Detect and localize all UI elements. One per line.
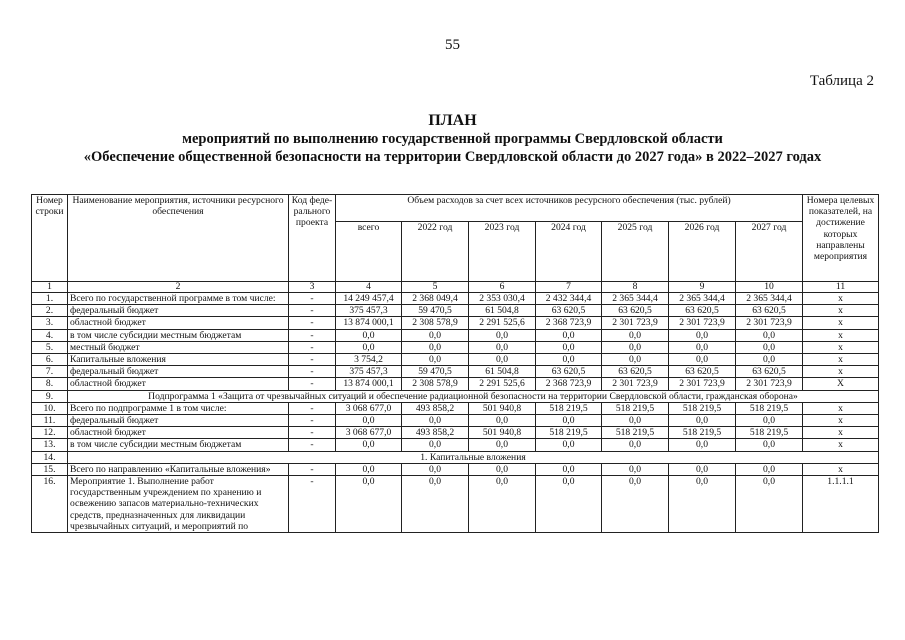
- amount-total: 0,0: [336, 341, 402, 353]
- table-row: [32, 476, 879, 533]
- amount-y2023: 0,0: [469, 415, 536, 427]
- amount-y2025: 2 301 723,9: [602, 378, 669, 390]
- row-number: 10.: [32, 402, 68, 414]
- amount-y2022: 59 470,5: [402, 305, 469, 317]
- amount-y2024: 0,0: [536, 354, 602, 366]
- amount-y2022: 493 858,2: [402, 402, 469, 414]
- amount-total: 0,0: [336, 415, 402, 427]
- amount-y2026: 518 219,5: [669, 402, 736, 414]
- amount-y2026: 0,0: [669, 439, 736, 451]
- amount-y2026: 518 219,5: [669, 427, 736, 439]
- row-number: 9.: [32, 390, 68, 402]
- amount-y2022: 2 368 049,4: [402, 293, 469, 305]
- row-name: Всего по подпрограмме 1 в том числе:: [68, 402, 289, 414]
- row-number: 15.: [32, 463, 68, 475]
- row-name: Всего по направлению «Капитальные вложения»: [68, 463, 289, 475]
- amount-y2023: 2 291 525,6: [469, 378, 536, 390]
- row-number: 13.: [32, 439, 68, 451]
- column-number: 3: [289, 282, 336, 293]
- amount-total: 3 068 677,0: [336, 427, 402, 439]
- row-name: местный бюджет: [68, 341, 289, 353]
- header-2024: 2024 год: [536, 222, 602, 282]
- table-row: [32, 463, 879, 475]
- federal-project-code: -: [289, 378, 336, 390]
- amount-y2024: 0,0: [536, 341, 602, 353]
- target-indicator: х: [803, 305, 879, 317]
- federal-project-code: -: [289, 415, 336, 427]
- federal-project-code: -: [289, 329, 336, 341]
- federal-project-code: -: [289, 476, 336, 533]
- amount-y2027: 518 219,5: [736, 427, 803, 439]
- row-number: 8.: [32, 378, 68, 390]
- row-number: 3.: [32, 317, 68, 329]
- amount-y2026: 0,0: [669, 354, 736, 366]
- amount-y2022: 2 308 578,9: [402, 378, 469, 390]
- amount-y2026: 2 301 723,9: [669, 378, 736, 390]
- amount-y2025: 0,0: [602, 341, 669, 353]
- table-row: [32, 305, 879, 317]
- column-number: 4: [336, 282, 402, 293]
- amount-y2024: 0,0: [536, 463, 602, 475]
- amount-y2026: 0,0: [669, 329, 736, 341]
- amount-total: 0,0: [336, 439, 402, 451]
- table-row: [32, 378, 879, 390]
- amount-y2024: 63 620,5: [536, 366, 602, 378]
- amount-y2023: 2 353 030,4: [469, 293, 536, 305]
- amount-y2027: 0,0: [736, 341, 803, 353]
- table-row: [32, 317, 879, 329]
- amount-y2027: 0,0: [736, 476, 803, 533]
- row-name: Мероприятие 1. Выполнение работ государственным учреждением по хранению и освежению запасов материально-технических средств, предназначенных для ликвидации чрезвычайных ситуаций, и мероприятий по: [68, 476, 289, 533]
- federal-project-code: -: [289, 439, 336, 451]
- amount-y2025: 0,0: [602, 439, 669, 451]
- target-indicator: х: [803, 329, 879, 341]
- column-number: 5: [402, 282, 469, 293]
- amount-y2024: 0,0: [536, 439, 602, 451]
- section-heading: Подпрограмма 1 «Защита от чрезвычайных ситуаций и обеспечение радиационной безопасности на территории Свердловской области, гражданская оборона»: [68, 390, 879, 402]
- amount-y2026: 0,0: [669, 415, 736, 427]
- section-heading: 1. Капитальные вложения: [68, 451, 879, 463]
- row-name: областной бюджет: [68, 317, 289, 329]
- amount-y2026: 63 620,5: [669, 366, 736, 378]
- amount-total: 375 457,3: [336, 305, 402, 317]
- amount-total: 0,0: [336, 329, 402, 341]
- amount-y2025: 2 365 344,4: [602, 293, 669, 305]
- table-row: [32, 402, 879, 414]
- amount-y2022: 0,0: [402, 415, 469, 427]
- target-indicator: х: [803, 354, 879, 366]
- target-indicator: х: [803, 402, 879, 414]
- header-federal-project-code: Код феде-рального проекта: [289, 195, 336, 282]
- column-number: 7: [536, 282, 602, 293]
- amount-y2022: 0,0: [402, 329, 469, 341]
- amount-y2027: 0,0: [736, 354, 803, 366]
- amount-y2026: 0,0: [669, 341, 736, 353]
- amount-y2023: 501 940,8: [469, 427, 536, 439]
- amount-y2025: 518 219,5: [602, 402, 669, 414]
- column-number: 10: [736, 282, 803, 293]
- title-line-3: «Обеспечение общественной безопасности на территории Свердловской области до 2027 года» в 2022–2027 годах: [83, 149, 822, 165]
- header-2025: 2025 год: [602, 222, 669, 282]
- title-line-1: ПЛАН: [428, 112, 477, 129]
- column-number: 1: [32, 282, 68, 293]
- amount-y2022: 2 308 578,9: [402, 317, 469, 329]
- amount-y2024: 0,0: [536, 415, 602, 427]
- amount-y2024: 0,0: [536, 329, 602, 341]
- amount-y2027: 0,0: [736, 415, 803, 427]
- amount-y2025: 518 219,5: [602, 427, 669, 439]
- amount-y2022: 493 858,2: [402, 427, 469, 439]
- row-number: 4.: [32, 329, 68, 341]
- table-row: [32, 451, 879, 463]
- amount-y2027: 0,0: [736, 329, 803, 341]
- amount-y2022: 0,0: [402, 476, 469, 533]
- amount-y2027: 518 219,5: [736, 402, 803, 414]
- amount-total: 3 068 677,0: [336, 402, 402, 414]
- row-number: 14.: [32, 451, 68, 463]
- amount-y2026: 2 301 723,9: [669, 317, 736, 329]
- amount-y2027: 63 620,5: [736, 366, 803, 378]
- amount-y2026: 2 365 344,4: [669, 293, 736, 305]
- row-number: 2.: [32, 305, 68, 317]
- amount-y2024: 63 620,5: [536, 305, 602, 317]
- table-row: [32, 415, 879, 427]
- column-number: 2: [68, 282, 289, 293]
- header-row-number: Номер строки: [32, 195, 68, 282]
- amount-total: 0,0: [336, 476, 402, 533]
- header-target-indicators: Номера целевых показателей, на достижение которых направлены мероприятия: [803, 195, 879, 282]
- amount-y2023: 2 291 525,6: [469, 317, 536, 329]
- amount-y2027: 2 301 723,9: [736, 378, 803, 390]
- row-number: 11.: [32, 415, 68, 427]
- table-row: [32, 366, 879, 378]
- amount-y2025: 0,0: [602, 463, 669, 475]
- row-name: федеральный бюджет: [68, 366, 289, 378]
- amount-y2022: 0,0: [402, 354, 469, 366]
- row-number: 7.: [32, 366, 68, 378]
- table-row: [32, 427, 879, 439]
- row-name: областной бюджет: [68, 427, 289, 439]
- title-line-2: мероприятий по выполнению государственной программы Свердловской области: [182, 131, 723, 147]
- federal-project-code: -: [289, 463, 336, 475]
- target-indicator: Х: [803, 378, 879, 390]
- column-number: 6: [469, 282, 536, 293]
- row-number: 16.: [32, 476, 68, 533]
- amount-y2024: 518 219,5: [536, 402, 602, 414]
- amount-y2023: 501 940,8: [469, 402, 536, 414]
- amount-y2022: 0,0: [402, 463, 469, 475]
- amount-y2025: 63 620,5: [602, 366, 669, 378]
- target-indicator: х: [803, 317, 879, 329]
- header-2023: 2023 год: [469, 222, 536, 282]
- row-number: 1.: [32, 293, 68, 305]
- row-name: федеральный бюджет: [68, 415, 289, 427]
- amount-y2024: 2 368 723,9: [536, 378, 602, 390]
- federal-project-code: -: [289, 402, 336, 414]
- target-indicator: х: [803, 415, 879, 427]
- row-name: областной бюджет: [68, 378, 289, 390]
- amount-y2023: 0,0: [469, 341, 536, 353]
- federal-project-code: -: [289, 427, 336, 439]
- column-number: 11: [803, 282, 879, 293]
- row-name: Всего по государственной программе в том числе:: [68, 293, 289, 305]
- row-name: в том числе субсидии местным бюджетам: [68, 329, 289, 341]
- page-number: 55: [445, 37, 460, 53]
- amount-y2026: 0,0: [669, 463, 736, 475]
- amount-y2022: 59 470,5: [402, 366, 469, 378]
- target-indicator: х: [803, 341, 879, 353]
- amount-y2027: 2 301 723,9: [736, 317, 803, 329]
- amount-y2023: 0,0: [469, 439, 536, 451]
- amount-y2024: 2 368 723,9: [536, 317, 602, 329]
- amount-y2025: 0,0: [602, 329, 669, 341]
- header-2022: 2022 год: [402, 222, 469, 282]
- amount-y2025: 2 301 723,9: [602, 317, 669, 329]
- amount-y2025: 0,0: [602, 415, 669, 427]
- target-indicator: х: [803, 439, 879, 451]
- row-name: Капитальные вложения: [68, 354, 289, 366]
- amount-y2026: 63 620,5: [669, 305, 736, 317]
- header-2026: 2026 год: [669, 222, 736, 282]
- federal-project-code: -: [289, 293, 336, 305]
- amount-y2027: 0,0: [736, 439, 803, 451]
- federal-project-code: -: [289, 317, 336, 329]
- target-indicator: 1.1.1.1: [803, 476, 879, 533]
- document-title: [0, 111, 905, 166]
- amount-y2024: 2 432 344,4: [536, 293, 602, 305]
- amount-total: 13 874 000,1: [336, 317, 402, 329]
- amount-y2023: 61 504,8: [469, 305, 536, 317]
- amount-y2027: 63 620,5: [736, 305, 803, 317]
- amount-y2023: 61 504,8: [469, 366, 536, 378]
- federal-project-code: -: [289, 341, 336, 353]
- table-row: [32, 341, 879, 353]
- amount-total: 13 874 000,1: [336, 378, 402, 390]
- amount-y2025: 0,0: [602, 476, 669, 533]
- target-indicator: х: [803, 463, 879, 475]
- amount-total: 3 754,2: [336, 354, 402, 366]
- header-total: всего: [336, 222, 402, 282]
- table-row: [32, 390, 879, 402]
- header-expenses: Объем расходов за счет всех источников ресурсного обеспечения (тыс. рублей): [336, 195, 803, 222]
- amount-y2027: 0,0: [736, 463, 803, 475]
- column-number: 9: [669, 282, 736, 293]
- amount-y2024: 518 219,5: [536, 427, 602, 439]
- amount-y2025: 0,0: [602, 354, 669, 366]
- amount-y2023: 0,0: [469, 329, 536, 341]
- target-indicator: х: [803, 293, 879, 305]
- amount-total: 375 457,3: [336, 366, 402, 378]
- amount-y2025: 63 620,5: [602, 305, 669, 317]
- row-number: 5.: [32, 341, 68, 353]
- amount-y2023: 0,0: [469, 354, 536, 366]
- amount-y2023: 0,0: [469, 476, 536, 533]
- amount-y2022: 0,0: [402, 341, 469, 353]
- federal-project-code: -: [289, 366, 336, 378]
- header-2027: 2027 год: [736, 222, 803, 282]
- header-name: Наименование мероприятия, источники ресурсного обеспечения: [68, 195, 289, 282]
- table-row: [32, 293, 879, 305]
- federal-project-code: -: [289, 354, 336, 366]
- table-row: [32, 354, 879, 366]
- table-row: [32, 439, 879, 451]
- amount-y2024: 0,0: [536, 476, 602, 533]
- table-row: [32, 329, 879, 341]
- row-number: 6.: [32, 354, 68, 366]
- target-indicator: х: [803, 366, 879, 378]
- column-number: 8: [602, 282, 669, 293]
- amount-y2022: 0,0: [402, 439, 469, 451]
- row-number: 12.: [32, 427, 68, 439]
- column-number-row: [32, 282, 879, 293]
- table-label: Таблица 2: [809, 73, 874, 89]
- plan-table: [31, 194, 879, 533]
- target-indicator: х: [803, 427, 879, 439]
- amount-y2026: 0,0: [669, 476, 736, 533]
- amount-total: 0,0: [336, 463, 402, 475]
- amount-y2027: 2 365 344,4: [736, 293, 803, 305]
- federal-project-code: -: [289, 305, 336, 317]
- row-name: федеральный бюджет: [68, 305, 289, 317]
- row-name: в том числе субсидии местным бюджетам: [68, 439, 289, 451]
- amount-total: 14 249 457,4: [336, 293, 402, 305]
- amount-y2023: 0,0: [469, 463, 536, 475]
